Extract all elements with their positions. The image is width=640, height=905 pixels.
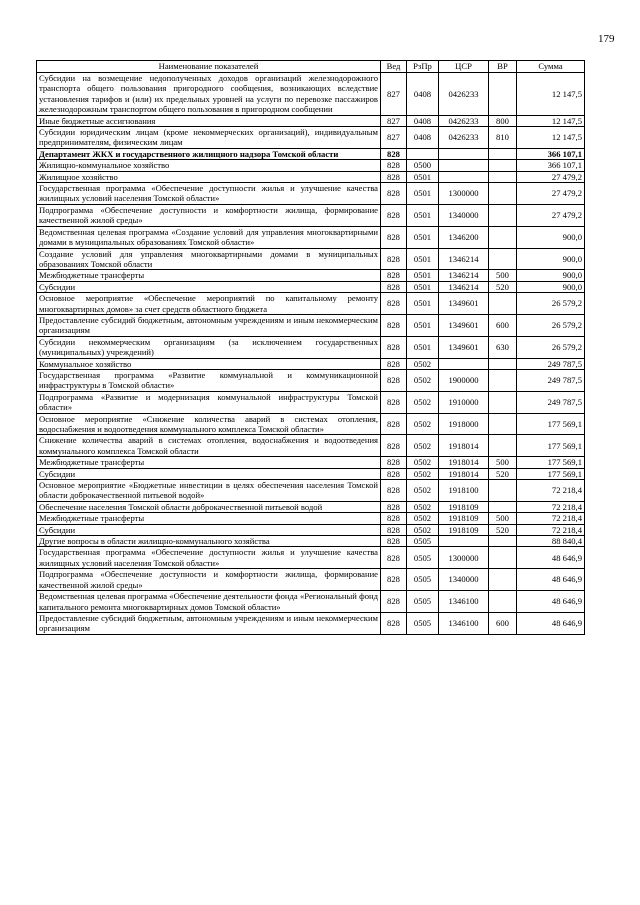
cell-csr: 1300000 [439, 547, 489, 569]
cell-rzpr: 0501 [407, 171, 439, 182]
cell-csr: 0426233 [439, 73, 489, 116]
cell-rzpr: 0505 [407, 612, 439, 634]
cell-vr [489, 536, 517, 547]
table-row [37, 435, 585, 457]
cell-rzpr: 0502 [407, 413, 439, 435]
cell-csr: 1918014 [439, 468, 489, 479]
cell-ved: 828 [381, 336, 407, 358]
cell-csr: 1918100 [439, 480, 489, 502]
table-row [37, 248, 585, 270]
cell-sum: 177 569,1 [517, 435, 585, 457]
cell-ved: 828 [381, 248, 407, 270]
table-row [37, 336, 585, 358]
table-row [37, 358, 585, 369]
cell-vr: 600 [489, 314, 517, 336]
table-row [37, 314, 585, 336]
cell-vr [489, 73, 517, 116]
cell-rzpr: 0502 [407, 513, 439, 524]
cell-rzpr: 0502 [407, 501, 439, 512]
cell-name: Подпрограмма «Обеспечение доступности и комфортности жилища, формирование качественной жилой среды» [37, 204, 381, 226]
table-row [37, 183, 585, 205]
cell-csr [439, 160, 489, 171]
cell-sum: 27 479,2 [517, 204, 585, 226]
cell-vr: 500 [489, 457, 517, 468]
cell-sum: 177 569,1 [517, 413, 585, 435]
cell-ved: 827 [381, 115, 407, 126]
cell-sum: 72 218,4 [517, 501, 585, 512]
cell-csr: 0426233 [439, 127, 489, 149]
cell-csr: 1346100 [439, 612, 489, 634]
cell-name: Подпрограмма «Обеспечение доступности и комфортности жилища, формирование качественной жилой среды» [37, 569, 381, 591]
header-vr: ВР [489, 61, 517, 73]
cell-csr: 1340000 [439, 569, 489, 591]
cell-rzpr: 0502 [407, 435, 439, 457]
cell-csr: 1349601 [439, 293, 489, 315]
cell-sum: 12 147,5 [517, 73, 585, 116]
cell-vr: 800 [489, 115, 517, 126]
cell-vr [489, 391, 517, 413]
cell-vr [489, 547, 517, 569]
cell-ved: 828 [381, 270, 407, 281]
cell-ved: 828 [381, 281, 407, 292]
table-row [37, 569, 585, 591]
cell-ved: 828 [381, 413, 407, 435]
cell-rzpr: 0501 [407, 248, 439, 270]
cell-vr [489, 413, 517, 435]
cell-vr [489, 148, 517, 159]
cell-sum: 72 218,4 [517, 480, 585, 502]
cell-sum: 177 569,1 [517, 457, 585, 468]
cell-ved: 828 [381, 391, 407, 413]
cell-vr [489, 358, 517, 369]
cell-csr: 1300000 [439, 183, 489, 205]
cell-sum: 88 840,4 [517, 536, 585, 547]
cell-vr [489, 369, 517, 391]
cell-name: Субсидии [37, 468, 381, 479]
cell-ved: 828 [381, 513, 407, 524]
cell-vr: 520 [489, 468, 517, 479]
cell-csr: 1910000 [439, 391, 489, 413]
cell-sum: 177 569,1 [517, 468, 585, 479]
cell-sum: 249 787,5 [517, 369, 585, 391]
cell-ved: 828 [381, 536, 407, 547]
cell-rzpr: 0502 [407, 369, 439, 391]
cell-csr: 1918109 [439, 524, 489, 535]
table-row [37, 204, 585, 226]
cell-ved: 828 [381, 369, 407, 391]
cell-ved: 828 [381, 547, 407, 569]
cell-vr: 630 [489, 336, 517, 358]
cell-ved: 828 [381, 569, 407, 591]
cell-name: Жилищное хозяйство [37, 171, 381, 182]
cell-rzpr: 0408 [407, 73, 439, 116]
cell-name: Основное мероприятие «Обеспечение мероприятий по капитальному ремонту многоквартирных домов» за счет средств областного бюджета [37, 293, 381, 315]
budget-table [36, 60, 585, 635]
cell-ved: 828 [381, 612, 407, 634]
header-rzpr: РзПр [407, 61, 439, 73]
cell-rzpr: 0502 [407, 524, 439, 535]
header-csr: ЦСР [439, 61, 489, 73]
cell-name: Департамент ЖКХ и государственного жилищного надзора Томской области [37, 148, 381, 159]
cell-ved: 828 [381, 183, 407, 205]
cell-rzpr: 0505 [407, 569, 439, 591]
cell-vr [489, 435, 517, 457]
cell-ved: 828 [381, 591, 407, 613]
cell-rzpr: 0501 [407, 336, 439, 358]
header-name: Наименование показателей [37, 61, 381, 73]
table-row [37, 148, 585, 159]
cell-sum: 249 787,5 [517, 358, 585, 369]
cell-name: Коммунальное хозяйство [37, 358, 381, 369]
cell-sum: 366 107,1 [517, 148, 585, 159]
cell-rzpr: 0501 [407, 226, 439, 248]
table-row [37, 369, 585, 391]
cell-ved: 828 [381, 204, 407, 226]
table-row [37, 127, 585, 149]
cell-sum: 249 787,5 [517, 391, 585, 413]
table-row [37, 612, 585, 634]
table-row [37, 115, 585, 126]
table-body [37, 73, 585, 635]
cell-ved: 828 [381, 314, 407, 336]
cell-sum: 366 107,1 [517, 160, 585, 171]
cell-vr [489, 591, 517, 613]
page-number: 179 [598, 33, 615, 45]
cell-name: Создание условий для управления многоквартирными домами в муниципальных образованиях Томской области [37, 248, 381, 270]
cell-csr: 1346200 [439, 226, 489, 248]
cell-csr: 1918014 [439, 435, 489, 457]
cell-csr [439, 148, 489, 159]
cell-ved: 827 [381, 127, 407, 149]
cell-name: Основное мероприятие «Снижение количества аварий в системах отопления, водоснабжения и водоотведения коммунального комплекса Томской области» [37, 413, 381, 435]
cell-vr [489, 501, 517, 512]
cell-vr [489, 480, 517, 502]
cell-sum: 900,0 [517, 281, 585, 292]
cell-csr: 1900000 [439, 369, 489, 391]
cell-ved: 828 [381, 501, 407, 512]
cell-name: Межбюджетные трансферты [37, 270, 381, 281]
cell-name: Субсидии [37, 524, 381, 535]
table-row [37, 536, 585, 547]
cell-sum: 26 579,2 [517, 293, 585, 315]
cell-csr: 1346214 [439, 248, 489, 270]
cell-csr: 1918014 [439, 457, 489, 468]
header-ved: Вед [381, 61, 407, 73]
cell-ved: 828 [381, 293, 407, 315]
cell-rzpr: 0501 [407, 270, 439, 281]
table-row [37, 524, 585, 535]
cell-vr [489, 293, 517, 315]
cell-ved: 828 [381, 524, 407, 535]
cell-rzpr: 0505 [407, 591, 439, 613]
cell-sum: 72 218,4 [517, 513, 585, 524]
cell-sum: 27 479,2 [517, 183, 585, 205]
cell-rzpr: 0501 [407, 281, 439, 292]
table-row [37, 501, 585, 512]
cell-rzpr: 0505 [407, 547, 439, 569]
table-row [37, 391, 585, 413]
cell-rzpr: 0501 [407, 314, 439, 336]
cell-csr: 1346214 [439, 281, 489, 292]
cell-name: Предоставление субсидий бюджетным, автономным учреждениям и иным некоммерческим организациям [37, 612, 381, 634]
cell-ved: 828 [381, 160, 407, 171]
cell-csr: 1340000 [439, 204, 489, 226]
cell-sum: 48 646,9 [517, 591, 585, 613]
header-sum: Сумма [517, 61, 585, 73]
cell-csr: 1918109 [439, 501, 489, 512]
cell-name: Субсидии на возмещение недополученных доходов организаций железнодорожного транспорта общего пользования пригородного сообщения, возникающих вследствие установления тарифов и (или) их предельных уровней на услуги по перевозке пассажиров железнодорожным транспортом общего пользования в пригородном сообщении [37, 73, 381, 116]
cell-sum: 26 579,2 [517, 314, 585, 336]
cell-rzpr: 0502 [407, 457, 439, 468]
table-row [37, 457, 585, 468]
cell-csr [439, 358, 489, 369]
cell-vr [489, 204, 517, 226]
cell-csr: 0426233 [439, 115, 489, 126]
cell-sum: 900,0 [517, 270, 585, 281]
cell-rzpr: 0502 [407, 468, 439, 479]
table-row [37, 73, 585, 116]
cell-name: Государственная программа «Развитие коммунальной и коммуникационной инфраструктуры в Томской области» [37, 369, 381, 391]
cell-sum: 72 218,4 [517, 524, 585, 535]
cell-name: Государственная программа «Обеспечение доступности жилья и улучшение качества жилищных условий населения Томской области» [37, 183, 381, 205]
cell-csr: 1918000 [439, 413, 489, 435]
table-row [37, 413, 585, 435]
table-header-row [37, 61, 585, 73]
cell-csr: 1918109 [439, 513, 489, 524]
cell-sum: 48 646,9 [517, 612, 585, 634]
cell-sum: 12 147,5 [517, 115, 585, 126]
cell-name: Субсидии некоммерческим организациям (за исключением государственных (муниципальных) учреждений) [37, 336, 381, 358]
cell-sum: 27 479,2 [517, 171, 585, 182]
cell-name: Ведомственная целевая программа «Обеспечение деятельности фонда «Региональный фонд капитального ремонта многоквартирных домов Томской области» [37, 591, 381, 613]
cell-csr [439, 536, 489, 547]
cell-name: Другие вопросы в области жилищно-коммунального хозяйства [37, 536, 381, 547]
cell-name: Субсидии [37, 281, 381, 292]
cell-sum: 48 646,9 [517, 547, 585, 569]
cell-rzpr: 0501 [407, 293, 439, 315]
cell-name: Предоставление субсидий бюджетным, автономным учреждениям и иным некоммерческим организациям [37, 314, 381, 336]
cell-csr: 1349601 [439, 314, 489, 336]
table-row [37, 547, 585, 569]
cell-ved: 828 [381, 435, 407, 457]
cell-sum: 26 579,2 [517, 336, 585, 358]
cell-name: Субсидии юридическим лицам (кроме некоммерческих организаций), индивидуальным предпринимателям, физическим лицам [37, 127, 381, 149]
cell-rzpr: 0501 [407, 183, 439, 205]
cell-vr: 810 [489, 127, 517, 149]
cell-rzpr [407, 148, 439, 159]
cell-ved: 828 [381, 457, 407, 468]
cell-vr [489, 248, 517, 270]
cell-vr: 500 [489, 513, 517, 524]
cell-vr [489, 171, 517, 182]
table-row [37, 591, 585, 613]
table-row [37, 171, 585, 182]
cell-name: Государственная программа «Обеспечение доступности жилья и улучшение качества жилищных условий населения Томской области» [37, 547, 381, 569]
cell-ved: 827 [381, 73, 407, 116]
cell-rzpr: 0408 [407, 127, 439, 149]
cell-csr: 1346100 [439, 591, 489, 613]
table-row [37, 281, 585, 292]
table-row [37, 513, 585, 524]
cell-ved: 828 [381, 480, 407, 502]
cell-rzpr: 0502 [407, 391, 439, 413]
cell-name: Обеспечение населения Томской области доброкачественной питьевой водой [37, 501, 381, 512]
cell-name: Основное мероприятие «Бюджетные инвестиции в целях обеспечения населения Томской области доброкачественной питьевой водой» [37, 480, 381, 502]
cell-vr [489, 569, 517, 591]
cell-ved: 828 [381, 171, 407, 182]
cell-name: Подпрограмма «Развитие и модернизация коммунальной инфраструктуры Томской области» [37, 391, 381, 413]
cell-rzpr: 0502 [407, 358, 439, 369]
cell-rzpr: 0501 [407, 204, 439, 226]
cell-name: Ведомственная целевая программа «Создание условий для управления многоквартирными домами в муниципальных образованиях Томской области» [37, 226, 381, 248]
cell-rzpr: 0505 [407, 536, 439, 547]
cell-csr [439, 171, 489, 182]
cell-ved: 828 [381, 358, 407, 369]
cell-vr [489, 160, 517, 171]
cell-sum: 900,0 [517, 248, 585, 270]
cell-vr [489, 183, 517, 205]
cell-name: Жилищно-коммунальное хозяйство [37, 160, 381, 171]
table-row [37, 270, 585, 281]
cell-vr: 520 [489, 281, 517, 292]
cell-name: Межбюджетные трансферты [37, 513, 381, 524]
cell-sum: 48 646,9 [517, 569, 585, 591]
table-row [37, 293, 585, 315]
cell-name: Иные бюджетные ассигнования [37, 115, 381, 126]
cell-vr: 520 [489, 524, 517, 535]
cell-sum: 12 147,5 [517, 127, 585, 149]
cell-csr: 1349601 [439, 336, 489, 358]
cell-rzpr: 0500 [407, 160, 439, 171]
table-row [37, 160, 585, 171]
cell-csr: 1346214 [439, 270, 489, 281]
cell-name: Снижение количества аварий в системах отопления, водоснабжения и водоотведения коммунального комплекса Томской области [37, 435, 381, 457]
cell-sum: 900,0 [517, 226, 585, 248]
table-row [37, 480, 585, 502]
cell-vr: 600 [489, 612, 517, 634]
cell-rzpr: 0408 [407, 115, 439, 126]
cell-vr [489, 226, 517, 248]
table-row [37, 468, 585, 479]
cell-rzpr: 0502 [407, 480, 439, 502]
table-row [37, 226, 585, 248]
cell-ved: 828 [381, 148, 407, 159]
cell-vr: 500 [489, 270, 517, 281]
cell-ved: 828 [381, 226, 407, 248]
cell-ved: 828 [381, 468, 407, 479]
cell-name: Межбюджетные трансферты [37, 457, 381, 468]
